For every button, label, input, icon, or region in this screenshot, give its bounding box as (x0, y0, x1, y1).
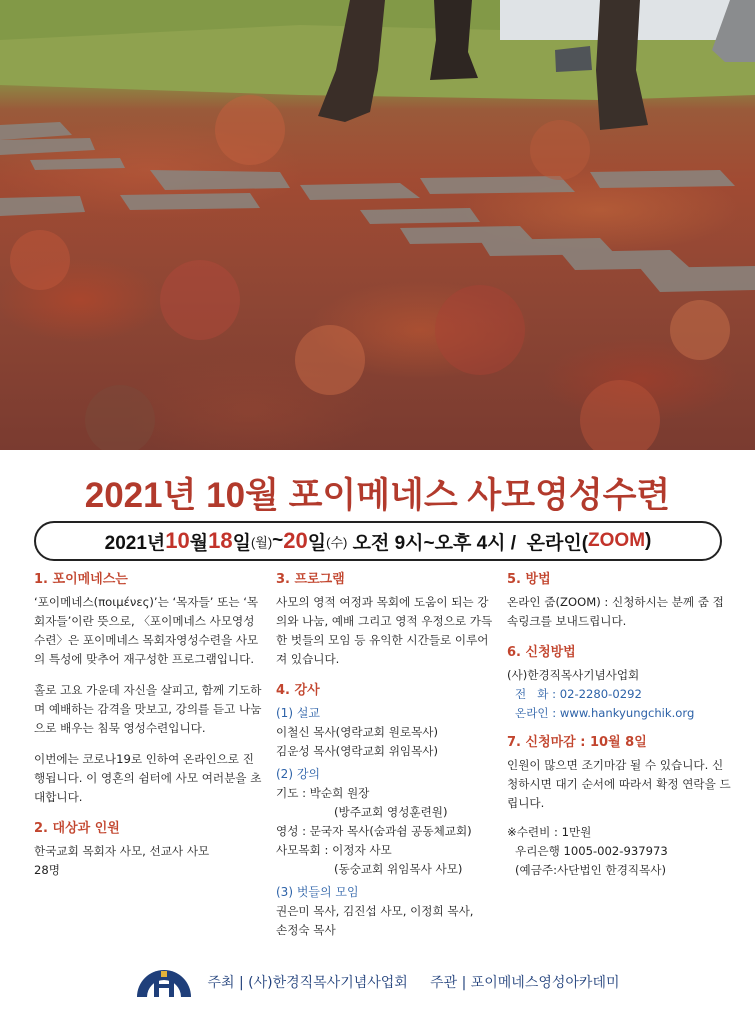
section-7-fee: ※수련비 : 1만원 (507, 825, 592, 839)
section-3-title: 3. 프로그램 (276, 572, 345, 587)
section-7-bank: 우리은행 1005-002-937973 (515, 844, 668, 858)
section-5-title: 5. 방법 (507, 572, 551, 587)
section-6-online[interactable]: 온라인 : www.hankyungchik.org (515, 706, 695, 720)
section-1-title: 1. 포이메네스는 (34, 572, 128, 587)
date-year: 2021년 (104, 532, 166, 554)
section-1-para-1: ‘포이메네스(ποιμένες)’는 ‘목자들’ 또는 ‘목회자들’이란 뜻으로, 〈포이메네스 사모영성수련〉은 포이메네스 목회자영성수련을 사모의 특성에 맞추어 재구성한 프로그램입니다. (34, 595, 259, 666)
date-tilde: ~ (272, 530, 284, 551)
date-day-start: 18 (208, 528, 233, 553)
footer-text: 주최 | (사)한경직목사기념사업회 주관 | 포이메네스영성아카데미 (207, 975, 620, 991)
section-4-sub-2-line-4: 사모목회 : 이정자 사모 (276, 843, 392, 857)
column-2 (276, 570, 496, 940)
section-4-sub-2: (2) 강의 (276, 767, 320, 781)
date-month-unit: 월 (189, 532, 209, 554)
section-7-holder: (예금주:사단법인 한경직목사) (515, 863, 667, 877)
section-7-para-1: 인원이 많으면 조기마감 될 수 있습니다. 신청하시면 대기 순서에 따라서 확정 연락을 드립니다. (507, 758, 731, 810)
section-1-para-3: 이번에는 코로나19로 인하여 온라인으로 진행됩니다. 이 영혼의 쉼터에 사모 여러분을 초대합니다. (34, 752, 262, 804)
date-day-unit2: 일 (307, 532, 327, 554)
date-close: ) (645, 530, 652, 551)
date-month: 10 (165, 528, 190, 553)
column-1 (34, 570, 264, 880)
section-4-sub-2-line-1: 기도 : 박순희 원장 (276, 786, 370, 800)
section-6-phone: 전 화 : 02-2280-0292 (515, 687, 642, 701)
column-3 (507, 570, 732, 880)
footer (0, 962, 755, 1002)
section-4-sub-3-line-2: 손정숙 목사 (276, 923, 336, 937)
section-6-org: (사)한경직목사기념사업회 (507, 668, 640, 682)
section-4-sub-3-line-1: 권은미 목사, 김진섭 사모, 이정희 목사, (276, 904, 474, 918)
section-6-title: 6. 신청방법 (507, 645, 576, 660)
section-1-para-2: 홀로 고요 가운데 자신을 살피고, 함께 기도하며 예배하는 감격을 맛보고, 강의를 듣고 나눔으로 배우는 침묵 영성수련입니다. (34, 683, 262, 735)
section-4-sub-2-line-2: (방주교회 영성훈련원) (334, 805, 448, 819)
section-4-sub-1-line-1: 이철신 목사(영락교회 원로목사) (276, 725, 439, 739)
date-weekday1: (월) (250, 534, 273, 550)
date-weekday2: (수) (326, 534, 348, 550)
section-5-para-1: 온라인 줌(ZOOM) : 신청하시는 분께 줌 접속링크를 보내드립니다. (507, 595, 724, 628)
section-3-para-1: 사모의 영적 여정과 목회에 도움이 되는 강의와 나눔, 예배 그리고 영적 우정으로 가득한 벗들의 모임 등 유익한 시간들로 이루어져 있습니다. (276, 595, 493, 666)
date-bar (34, 521, 722, 561)
autumn-leaves-photo (0, 0, 755, 450)
hk-logo-icon (135, 965, 193, 999)
section-4-sub-2-line-3: 영성 : 문국자 목사(숨과쉼 공동체교회) (276, 824, 472, 838)
page-title: 2021년 10월 포이메네스 사모영성수련 (84, 476, 671, 515)
section-2-line-2: 28명 (34, 863, 60, 877)
date-zoom: ZOOM (588, 530, 646, 551)
date-time: 오전 9시~오후 4시 / 온라인( (347, 532, 589, 554)
date-day-unit1: 일 (232, 532, 251, 554)
section-4-sub-1: (1) 설교 (276, 706, 320, 720)
date-day-end: 20 (283, 528, 308, 553)
section-2-line-1: 한국교회 목회자 사모, 선교사 사모 (34, 844, 210, 858)
photo-scene (0, 0, 755, 450)
section-4-title: 4. 강사 (276, 683, 320, 698)
section-4-sub-1-line-2: 김운성 목사(영락교회 위임목사) (276, 744, 439, 758)
section-7-title: 7. 신청마감 : 10월 8일 (507, 735, 647, 750)
section-2-title: 2. 대상과 인원 (34, 821, 120, 836)
section-4-sub-2-line-5: (동숭교회 위임목사 사모) (334, 862, 463, 876)
section-4-sub-3: (3) 벗들의 모임 (276, 885, 359, 899)
